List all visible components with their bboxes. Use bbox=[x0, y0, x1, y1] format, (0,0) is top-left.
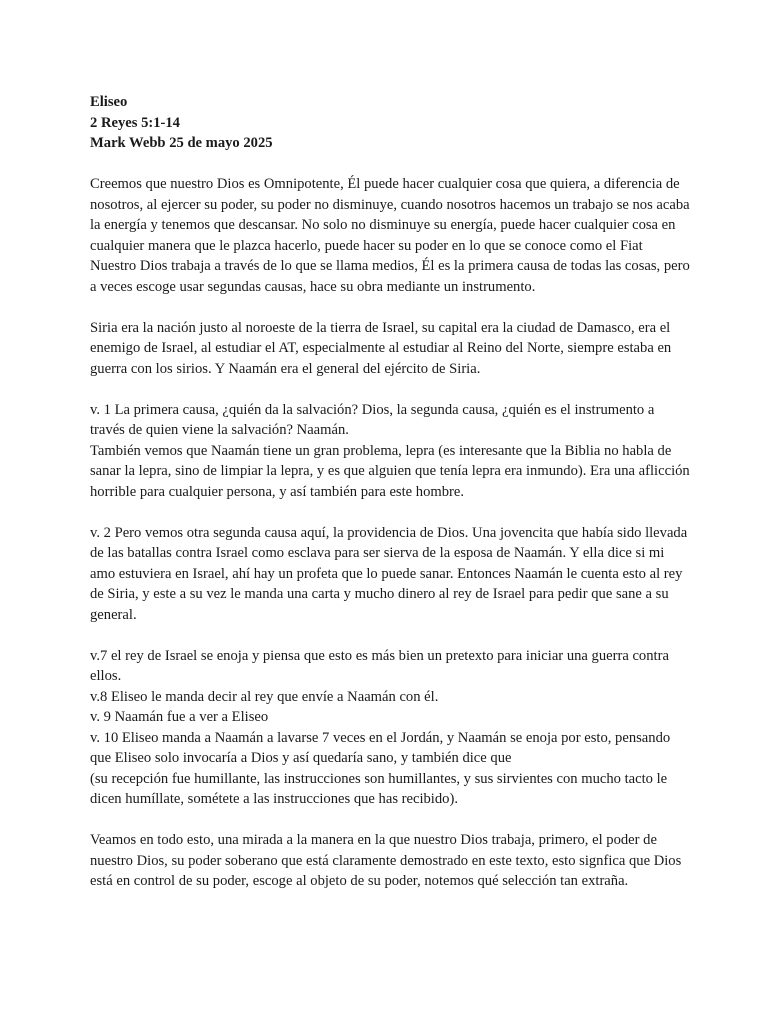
spacer bbox=[90, 379, 690, 400]
paragraph-text: v. 2 Pero vemos otra segunda causa aquí, la providencia de Dios. Una jovencita que había sido llevada de las batallas contra Israel como esclava para ser sierva de la esposa de Naamán. Y ella dice si mi amo estuviera en Israel, ahí hay un profeta que lo puede sanar. Entonces Naamán le cuenta esto al rey de Siria, y este a su vez le manda una carta y mucho dinero al rey de Israel para pedir que sane a su general. bbox=[90, 524, 688, 623]
paragraph-text: También vemos que Naamán tiene un gran problema, lepra (es interesante que la Biblia no habla de sanar la lepra, sino de limpiar la lepra, y es que alguien que tenía lepra era inmundo). Era una aflicción horrible para cualquier persona, y así también para este hombre. bbox=[90, 442, 690, 500]
document-page bbox=[90, 92, 690, 892]
paragraph-text: Nuestro Dios trabaja a través de lo que se llama medios, Él es la primera causa de todas las cosas, pero a veces escoge usar segundas causas, hace su obra mediante un instrumento. bbox=[90, 258, 690, 295]
paragraph-5 bbox=[90, 646, 690, 810]
spacer bbox=[90, 154, 690, 175]
paragraph-text: v. 1 La primera causa, ¿quién da la salvación? Dios, la segunda causa, ¿quién es el instrumento a través de quien viene la salvación? Naamán. bbox=[90, 401, 655, 438]
paragraph-text: v.7 el rey de Israel se enoja y piensa que esto es más bien un pretexto para iniciar una guerra contra ellos. bbox=[90, 647, 669, 684]
spacer bbox=[90, 625, 690, 646]
sermon-title: Eliseo bbox=[90, 94, 128, 110]
paragraph-3 bbox=[90, 400, 690, 503]
paragraph-1 bbox=[90, 174, 690, 297]
paragraph-text: v. 10 Eliseo manda a Naamán a lavarse 7 veces en el Jordán, y Naamán se enoja por esto, pensando que Eliseo solo invocaría a Dios y así quedaría sano, y también dice que bbox=[90, 729, 671, 766]
paragraph-6 bbox=[90, 830, 690, 892]
paragraph-text: (su recepción fue humillante, las instrucciones son humillantes, y sus sirvientes con mucho tacto le dicen humíllate, sométete a las instrucciones que has recibido). bbox=[90, 770, 668, 807]
paragraph-text: Veamos en todo esto, una mirada a la manera en la que nuestro Dios trabaja, primero, el poder de nuestro Dios, su poder soberano que está claramente demostrado en este texto, esto signfica que Dios está en control de su poder, escoge al objeto de su poder, notemos qué selección tan extraña. bbox=[90, 832, 682, 889]
spacer bbox=[90, 297, 690, 318]
paragraph-text: v.8 Eliseo le manda decir al rey que envíe a Naamán con él. bbox=[90, 688, 439, 705]
paragraph-4 bbox=[90, 523, 690, 626]
author-date: Mark Webb 25 de mayo 2025 bbox=[90, 135, 273, 151]
spacer bbox=[90, 810, 690, 831]
paragraph-text: Siria era la nación justo al noroeste de la tierra de Israel, su capital era la ciudad de Damasco, era el enemigo de Israel, al estudiar el AT, especialmente al estudiar al Reino del Norte, siempre estaba en guerra con los sirios. Y Naamán era el general del ejército de Siria. bbox=[90, 319, 672, 377]
paragraph-text: Creemos que nuestro Dios es Omnipotente, Él puede hacer cualquier cosa que quiera, a diferencia de nosotros, al ejercer su poder, su poder no disminuye, cuando nosotros hacemos un trabajo se nos acaba la energía y tenemos que descansar. No solo no disminuye su energía, puede hacer cualquier cosa en cualquier manera que le plazca hacerlo, puede hacer su poder en lo que se conoce como el Fiat bbox=[90, 176, 690, 254]
document-header bbox=[90, 92, 690, 154]
scripture-reference: 2 Reyes 5:1-14 bbox=[90, 114, 180, 131]
paragraph-2 bbox=[90, 318, 690, 380]
paragraph-text: v. 9 Naamán fue a ver a Eliseo bbox=[90, 709, 269, 725]
spacer bbox=[90, 502, 690, 523]
